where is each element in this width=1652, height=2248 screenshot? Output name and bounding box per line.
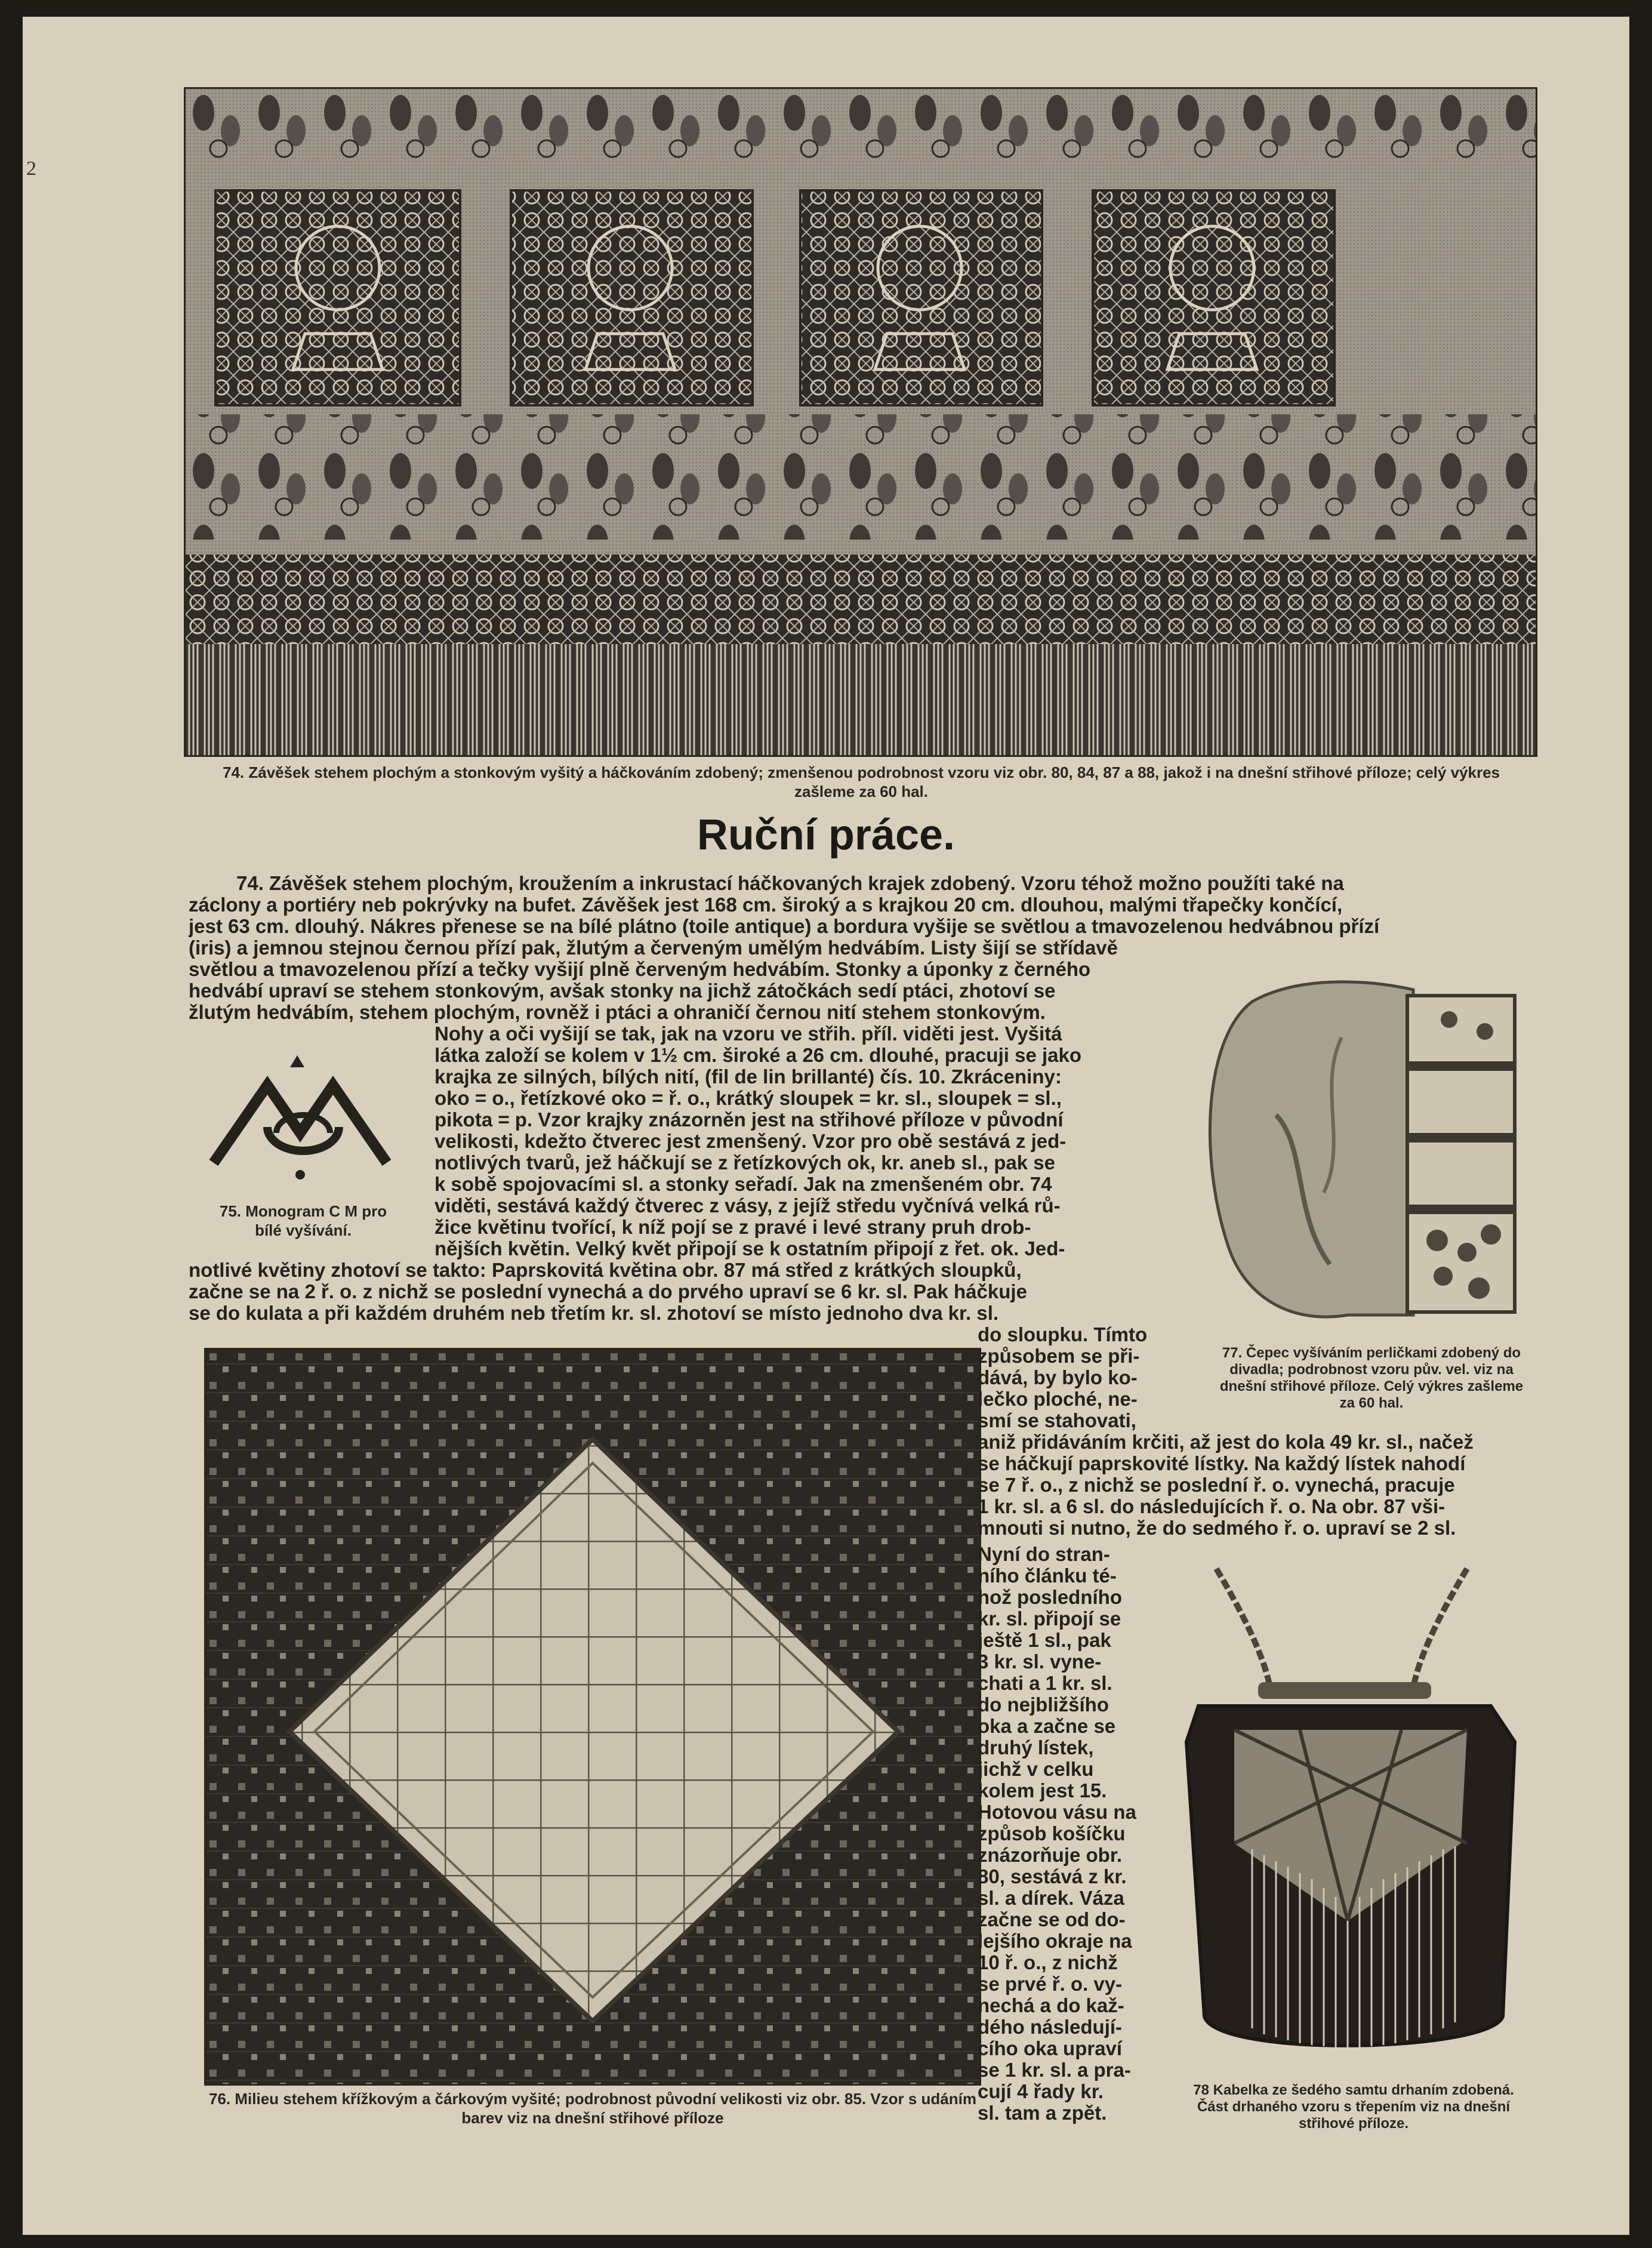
figure-78-caption: 78 Kabelka ze šedého samtu drhaním zdobená. Část drhaného vzoru s třepením viz na dnešní střihové příloze. [1193,2082,1514,2132]
article-line: záclony a portiéry neb pokrývky na bufet. Závěšek jest 168 cm. široký a s krajkou 20 cm. dlouhou, malými třapečky končící, [189,894,1343,916]
section-heading: Ruční práce. [696,811,956,859]
article-line: žlutým hedvábím, stehem plochým, rovněž i ptáci a ohraničí černou nití stehem stonkovým. [189,1001,1046,1023]
article-line: chati a 1 kr. sl. [978,1672,1112,1694]
figure-77-bonnet-image [1192,966,1527,1336]
figure-77-caption: 77. Čepec vyšíváním perličkami zdobený do divadla; podrobnost vzoru pův. vel. viz na dnešní střihové příloze. Celý výkres zašleme za 60 hal. [1219,1345,1524,1411]
article-line: oko = o., řetízkové oko = ř. o., krátký sloupek = kr. sl., sloupek = sl., [434,1087,1062,1109]
article-line: 3 kr. sl. vyne- [978,1650,1102,1673]
article-line: 1 kr. sl. a 6 sl. do následujících ř. o. Na obr. 87 vši- [978,1495,1446,1517]
article-line: hedvábí upraví se stehem stonkovým, avšak stonky na jichž zátočkách sedí ptáci, zhotoví se [189,980,1056,1002]
article-line: se 1 kr. sl. a pra- [978,2059,1131,2081]
article-line: 74. Závěšek stehem plochým, kroužením a inkrustací háčkovaných krajek zdobený. Vzoru téhož možno použíti také na [236,872,1344,894]
article-line: dého následují- [978,2016,1123,2038]
figure-76-milieu-image [204,1348,981,2086]
article-line: způsob košíčku [978,1822,1126,1844]
article-line: se háčkují paprskovité lístky. Na každý lístek nahodí [978,1452,1466,1474]
article-line: začne se od do- [978,1908,1126,1930]
article-line: 10 ř. o., z nichž [978,1951,1118,1973]
article-line: Hotovou vásu na [978,1801,1136,1823]
article-line: jichž v celku [978,1758,1094,1780]
article-line: notlivé květiny zhotoví se takto: Paprskovitá květina obr. 87 má střed z krátkých sloupků, [189,1259,1022,1281]
article-line: do nejbližšího [978,1693,1109,1716]
article-line: (iris) a jemnou stejnou černou přízí pak, žlutým a červeným umělým hedvábím. Listy šijí se střídavě [189,937,1118,959]
figure-78-handbag-image [1181,1563,1527,2076]
article-line: krajka ze silných, bílých nití, (fil de lin brillanté) čís. 10. Zkráceniny: [434,1066,1062,1088]
article-line: nechá a do kaž- [978,1994,1124,2016]
article-line: jest 63 cm. dlouhý. Nákres přenese se na bílé plátno (toile antique) a bordura vyšije se světlou a tmavozelenou hedvábnou přízí [189,915,1380,937]
article-line: cují 4 řady kr. [978,2080,1104,2102]
article-line: mnouti si nutno, že do sedmého ř. o. upraví se 2 sl. [978,1517,1456,1539]
article-line: 80, sestává z kr. [978,1865,1127,1887]
article-line: kolem jest 15. [978,1779,1107,1802]
article-line: ještě 1 sl., pak [978,1629,1111,1651]
article-line: aniž přidáváním krčiti, až jest do kola 49 kr. sl., načež [978,1431,1474,1453]
article-line: lejšího okraje na [978,1930,1132,1952]
article-line: oka a začne se [978,1715,1116,1737]
figure-74-valance-image [184,87,1537,757]
article-line: se prvé ř. o. vy- [978,1973,1123,1995]
article-line: ního článku té- [978,1565,1117,1587]
article-line: viděti, sestává každý čtverec z vásy, z jejíž středu vyčnívá velká rů- [434,1194,1061,1217]
figure-74-caption: 74. Závěšek stehem plochým a stonkovým vyšitý a háčkováním zdobený; zmenšenou podrobnost vzoru viz obr. 80, 84, 87 a 88, jakož i na dnešní střihové příloze; celý výkres zašleme za 60 hal. [223,763,1500,800]
article-line: hož posledního [978,1586,1122,1608]
article-line: pikota = p. Vzor krajky znázorněn jest na střihové příloze v původní [434,1108,1064,1131]
article-line: Nyní do stran- [978,1543,1110,1565]
article-line: látka založí se kolem v 1½ cm. široké a 26 cm. dlouhé, pracuji se jako [434,1044,1082,1066]
article-line: znázorňuje obr. [978,1844,1123,1866]
article-line: začne se na 2 ř. o. z nichž se poslední vynechá a do prvého upraví se 6 kr. sl. Pak háčkuje [189,1280,1027,1302]
article-line: do sloupku. Tímto [978,1323,1148,1345]
page-mark: 2 [26,158,36,180]
article-line: velikosti, kdežto čtverec jest zmenšený. Vzor pro obě sestává z jed- [434,1130,1067,1152]
article-line: světlou a tmavozelenou přízí a tečky vyšijí plně červeným hedvábím. Stonky a úponky z černého [189,958,1091,980]
article-line: se 7 ř. o., z nichž se poslední ř. o. vynechá, pracuje [978,1474,1455,1496]
article-line: Nohy a oči vyšijí se tak, jak na vzoru ve střih. příl. viděti jest. Vyšitá [434,1023,1062,1045]
article-line: kr. sl. připojí se [978,1608,1121,1630]
figure-75-monogram [202,1043,399,1193]
article-line: lečko ploché, ne- [978,1388,1138,1410]
article-line: se do kulata a při každém druhém neb třetím kr. sl. zhotoví se místo jednoho dva kr. sl. [189,1302,999,1324]
figure-75-caption: 75. Monogram C M pro bílé vyšívání. [219,1202,387,1239]
article-line: nějších květin. Velký květ připojí se k ostatním připojí z řet. ok. Jed- [434,1237,1065,1260]
article-line: žice květinu tvořící, k níž pojí se z pravé i levé strany pruh drob- [434,1216,1031,1238]
article-line: cího oka upraví [978,2037,1123,2059]
article-line: sl. a dírek. Váza [978,1887,1124,1909]
article-line: druhý lístek, [978,1736,1094,1759]
magazine-page [23,17,1629,2235]
figure-76-caption: 76. Milieu stehem křížkovým a čárkovým vyšité; podrobnost původní velikosti viz obr. 85. Vzor s udáním barev viz na dnešní střihové příloze [209,2090,976,2127]
article-line: smí se stahovati, [978,1409,1136,1431]
article-line: notlivých tvarů, jež háčkují se z řetízkových ok, kr. aneb sl., pak se [434,1151,1055,1174]
article-line: k sobě spojovacími sl. a stonky seřadí. Jak na zmenšeném obr. 74 [434,1173,1052,1195]
article-line: způsobem se při- [978,1345,1140,1367]
article-line: sl. tam a zpět. [978,2102,1107,2124]
article-line: dává, by bylo ko- [978,1366,1138,1388]
